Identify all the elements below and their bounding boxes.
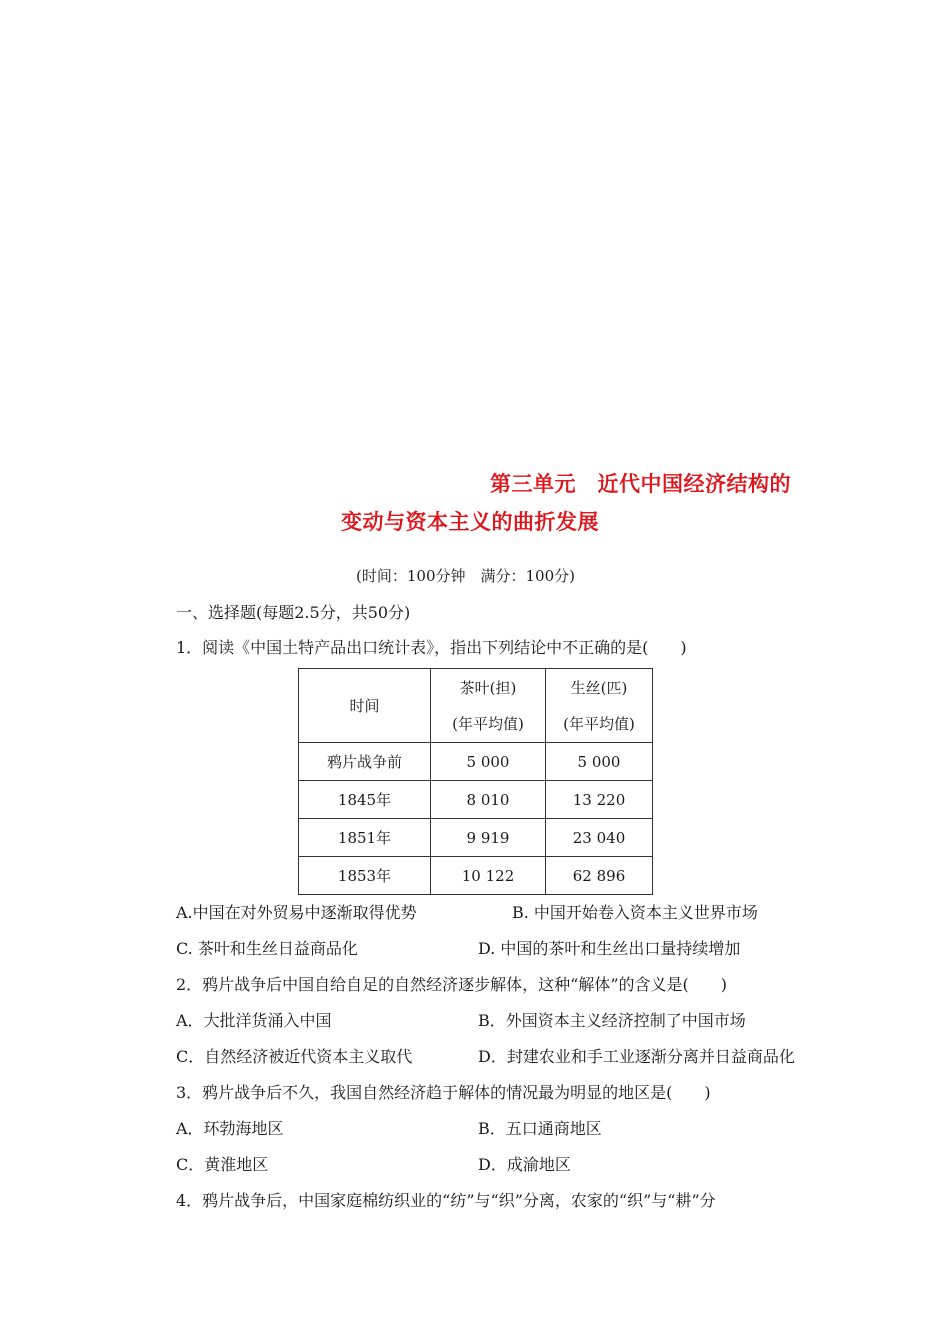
table-header-row xyxy=(299,669,653,743)
table-cell: 1845年 xyxy=(299,781,431,819)
export-stats-table xyxy=(298,668,653,895)
q1-option-a: A.中国在对外贸易中逐渐取得优势 xyxy=(176,903,417,922)
q3-option-b: B．五口通商地区 xyxy=(478,1119,602,1138)
q1-option-d: D. 中国的茶叶和生丝出口量持续增加 xyxy=(478,939,741,958)
unit-title-line1: 第三单元 近代中国经济结构的 xyxy=(490,472,791,496)
question-4-stem: 4．鸦片战争后，中国家庭棉纺织业的“纺”与“织”分离，农家的“织”与“耕”分 xyxy=(176,1191,716,1210)
table-cell: 23 040 xyxy=(546,819,653,857)
table-cell: 10 122 xyxy=(431,857,546,895)
unit-title-line2: 变动与资本主义的曲折发展 xyxy=(341,510,599,534)
section-heading: 一、选择题(每题2.5分，共50分) xyxy=(176,603,411,622)
q3-option-a: A．环勃海地区 xyxy=(176,1119,284,1138)
table-cell: 1853年 xyxy=(299,857,431,895)
table-row xyxy=(299,819,653,857)
header-cell-time: 时间 xyxy=(299,669,431,743)
q3-option-c: C．黄淮地区 xyxy=(176,1155,269,1174)
q1-option-b: B. 中国开始卷入资本主义世界市场 xyxy=(512,903,758,922)
q2-option-d: D．封建农业和手工业逐渐分离并日益商品化 xyxy=(478,1047,795,1066)
q1-option-c: C. 茶叶和生丝日益商品化 xyxy=(176,939,358,958)
q2-option-c: C．自然经济被近代资本主义取代 xyxy=(176,1047,413,1066)
q2-option-b: B．外国资本主义经济控制了中国市场 xyxy=(478,1011,746,1030)
table-cell: 5 000 xyxy=(431,743,546,781)
question-2-stem: 2．鸦片战争后中国自给自足的自然经济逐步解体，这种“解体”的含义是( ) xyxy=(176,975,728,994)
question-3-stem: 3．鸦片战争后不久，我国自然经济趋于解体的情况最为明显的地区是( ) xyxy=(176,1083,711,1102)
q3-option-d: D．成渝地区 xyxy=(478,1155,571,1174)
table-cell: 8 010 xyxy=(431,781,546,819)
table-cell: 62 896 xyxy=(546,857,653,895)
table-row xyxy=(299,743,653,781)
header-cell-silk: 生丝(匹) (年平均值) xyxy=(546,669,653,743)
table-cell: 1851年 xyxy=(299,819,431,857)
exam-meta: (时间：100分钟 满分：100分) xyxy=(356,567,575,585)
q2-option-a: A．大批洋货涌入中国 xyxy=(176,1011,332,1030)
header-cell-tea: 茶叶(担) (年平均值) xyxy=(431,669,546,743)
table-cell: 13 220 xyxy=(546,781,653,819)
table-row xyxy=(299,857,653,895)
table-cell: 鸦片战争前 xyxy=(299,743,431,781)
table-cell: 5 000 xyxy=(546,743,653,781)
table-cell: 9 919 xyxy=(431,819,546,857)
question-1-stem: 1．阅读《中国土特产品出口统计表》，指出下列结论中不正确的是( ) xyxy=(176,638,687,657)
table-row xyxy=(299,781,653,819)
